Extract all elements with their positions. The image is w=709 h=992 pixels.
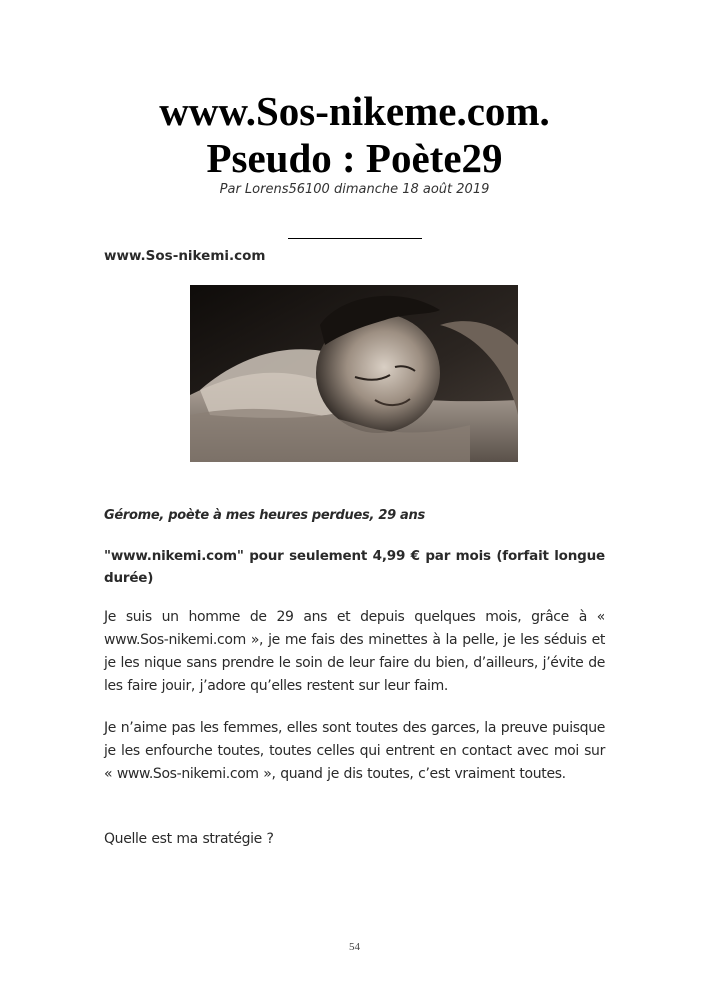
article-subtitle: Gérome, poète à mes heures perdues, 29 ans	[104, 508, 425, 523]
page-number: 54	[349, 941, 360, 953]
offer-text: "www.nikemi.com" pour seulement 4,99 € par mois (forfait longue durée)	[104, 548, 605, 586]
paragraph: Quelle est ma stratégie ?	[104, 831, 274, 847]
article-photo	[190, 285, 518, 462]
paragraph: Je suis un homme de 29 ans et depuis quelques mois, grâce à « www.Sos-nikemi.com », je me fais des minettes à la pelle, je les séduis et je les nique sans prendre le soin de leur faire du bien, d’ailleurs, j’évite de les faire jouir, j’adore qu’elles restent sur leur faim.	[104, 609, 605, 694]
byline: Par Lorens56100 dimanche 18 août 2019	[219, 182, 490, 197]
page-title-line-1: www.Sos-nikeme.com.	[159, 88, 550, 134]
site-label: www.Sos-nikemi.com	[104, 248, 266, 264]
separator-rule	[288, 238, 422, 239]
paragraph: Je n’aime pas les femmes, elles sont toutes des garces, la preuve puisque je les enfourche toutes, toutes celles qui entrent en contact avec moi sur « www.Sos-nikemi.com », quand je dis toutes, c’est vraiment toutes.	[104, 720, 605, 782]
page-title-line-2: Pseudo : Poète29	[206, 135, 503, 181]
